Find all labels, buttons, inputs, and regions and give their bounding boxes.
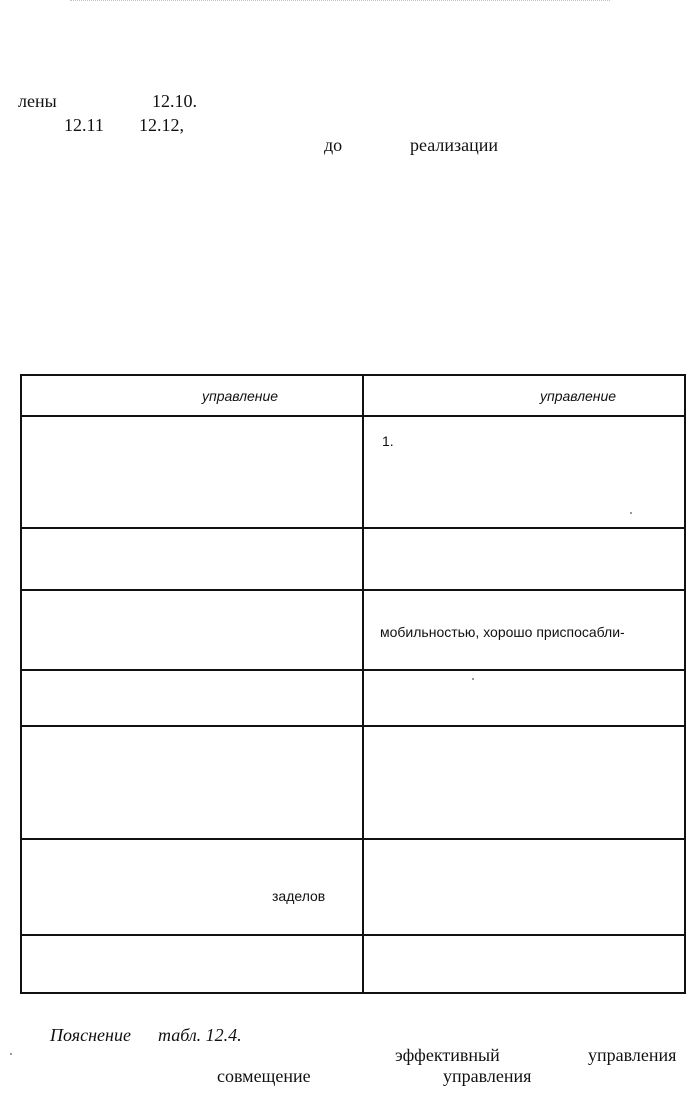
intro-ref-12-11: 12.11 bbox=[64, 115, 104, 135]
intro-ref-12-10: 12.10. bbox=[152, 91, 197, 111]
table-row-divider bbox=[22, 669, 684, 671]
table-row-divider bbox=[22, 934, 684, 936]
table-header-right: управление bbox=[540, 388, 617, 404]
table-header-left: управление bbox=[202, 388, 279, 404]
comparison-table bbox=[20, 374, 686, 994]
scan-speck bbox=[630, 512, 632, 514]
table-cell-row3-right: мобильностью, хорошо приспосабли- bbox=[380, 624, 625, 640]
footer-word-sovmeschenie: совмещение bbox=[217, 1066, 311, 1086]
table-column-divider bbox=[362, 376, 364, 992]
intro-word-do: до bbox=[324, 135, 343, 155]
footer-word-upravleniya-2: управления bbox=[443, 1066, 532, 1086]
table-row-divider bbox=[22, 725, 684, 727]
scan-edge-artifact bbox=[70, 0, 610, 4]
table-row-divider bbox=[22, 838, 684, 840]
intro-word-realizacii: реализации bbox=[410, 135, 498, 155]
footer-word-upravleniya-1: управления bbox=[588, 1045, 677, 1065]
table-row-divider bbox=[22, 589, 684, 591]
scan-speck bbox=[472, 678, 474, 680]
table-row-divider bbox=[22, 527, 684, 529]
footer-word-effektivny: эффективный bbox=[395, 1045, 500, 1065]
table-header-divider bbox=[22, 415, 684, 417]
caption-poyasnenie: Пояснение bbox=[50, 1025, 131, 1045]
table-cell-row1-right: 1. bbox=[382, 433, 394, 449]
caption-table-ref: табл. 12.4. bbox=[158, 1025, 242, 1045]
table-cell-row6-left: заделов bbox=[272, 888, 326, 904]
intro-word-leny: лены bbox=[18, 91, 57, 111]
intro-ref-12-12: 12.12, bbox=[139, 115, 184, 135]
scan-speck bbox=[10, 1053, 12, 1055]
